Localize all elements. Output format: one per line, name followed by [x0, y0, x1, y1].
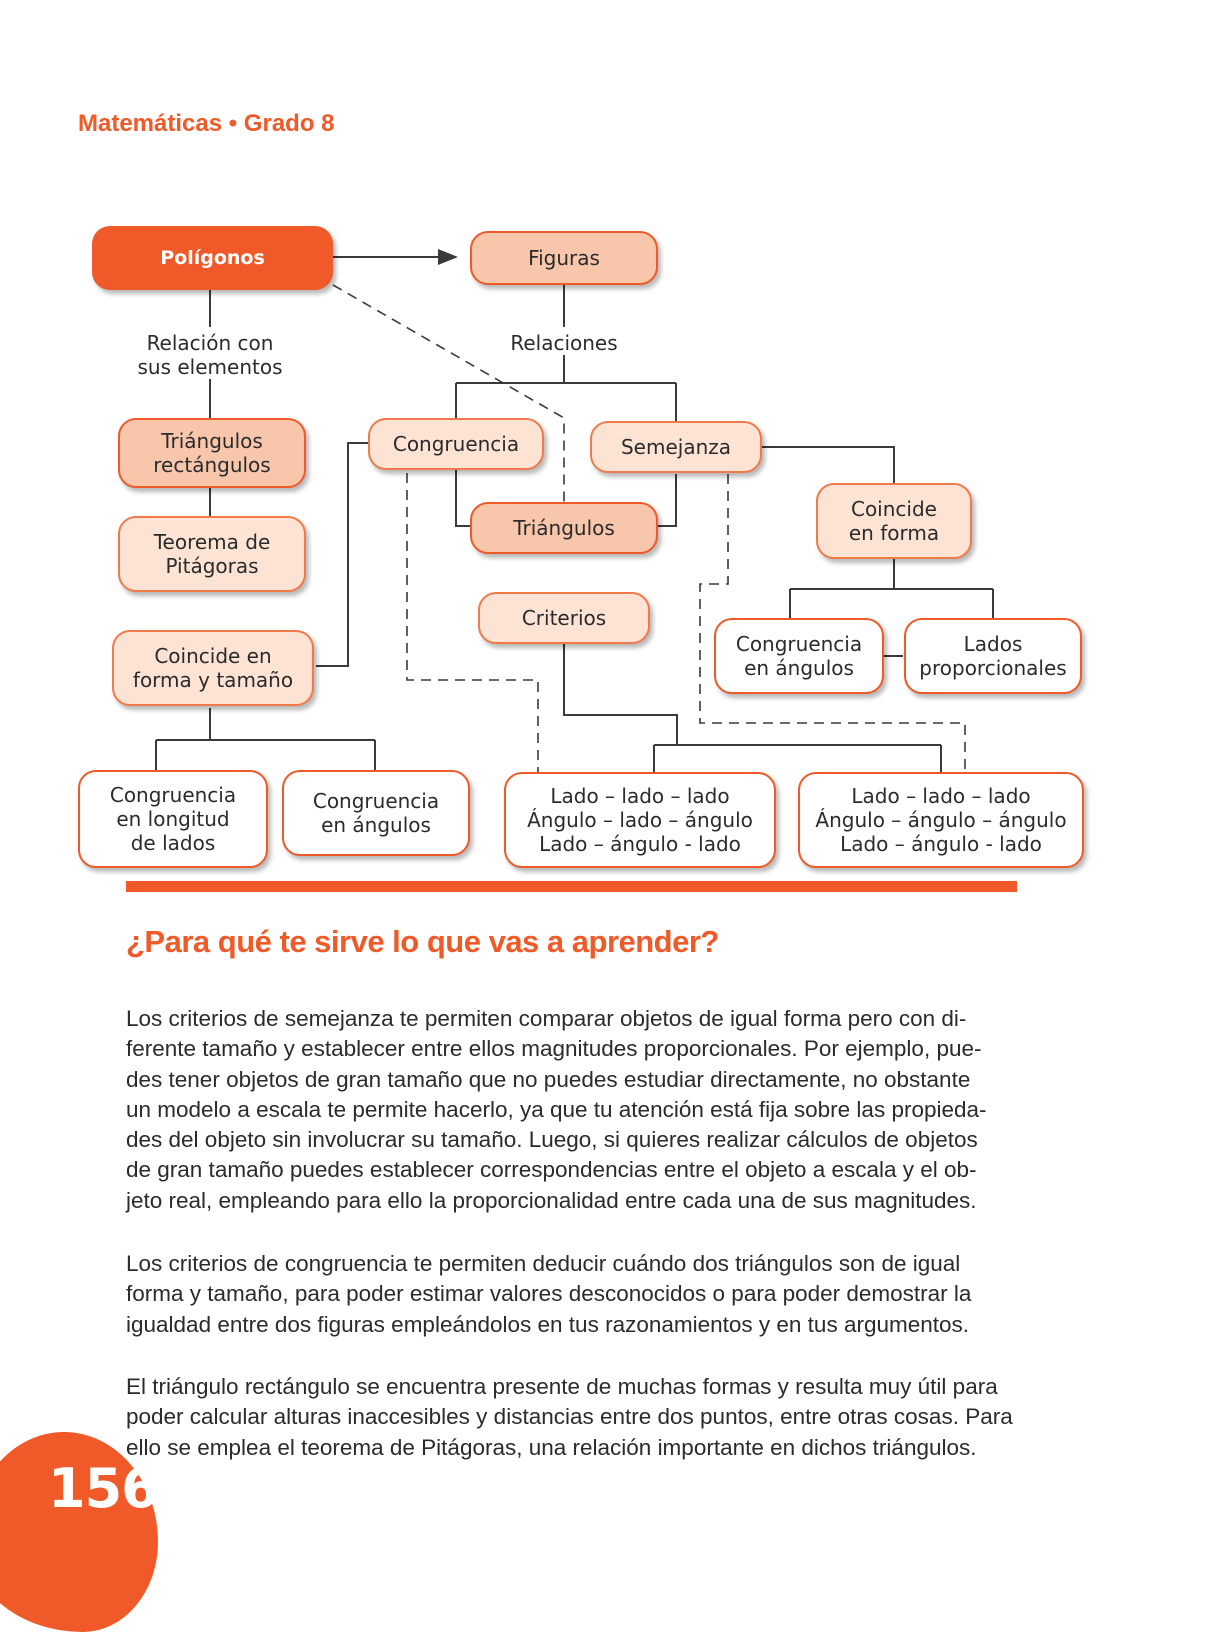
line-congruencia-coincide: [316, 443, 368, 666]
node-criterios-congruencia: Lado – lado – lado Ángulo – lado – ángulo Lado – ángulo - lado: [504, 772, 776, 868]
node-poligonos: Polígonos: [92, 226, 333, 290]
node-criterios-semejanza: Lado – lado – lado Ángulo – ángulo – ángulo Lado – ángulo - lado: [798, 772, 1084, 868]
line-criterios-down: [564, 644, 677, 745]
node-congruencia: Congruencia: [368, 418, 544, 470]
section-title: ¿Para qué te sirve lo que vas a aprender?: [126, 924, 719, 959]
node-semejanza: Semejanza: [590, 421, 762, 473]
page-header: Matemáticas • Grado 8: [78, 110, 335, 137]
line-congruencia-triangulos: [456, 470, 470, 526]
node-teorema-pitagoras: Teorema de Pitágoras: [118, 516, 306, 592]
line-semejanza-coincide-forma: [762, 447, 894, 483]
node-congruencia-angulos-right: Congruencia en ángulos: [714, 618, 884, 694]
node-criterios: Criterios: [478, 592, 650, 644]
node-congruencia-angulos-left: Congruencia en ángulos: [282, 770, 470, 856]
node-lados-proporcionales: Lados proporcionales: [904, 618, 1082, 694]
section-divider: [126, 881, 1017, 892]
node-figuras: Figuras: [470, 231, 658, 285]
label-relaciones: Relaciones: [500, 331, 628, 355]
page-number: 156: [48, 1457, 158, 1520]
paragraph-congruencia: Los criterios de congruencia te permiten deducir cuándo dos triángulos son de igual forma y tamaño, para poder estimar valores desconocidos o para poder demostrar la igualdad entre dos figuras empleándolos en tus razonamientos y en tus argumentos.: [126, 1251, 972, 1337]
node-coincide-forma: Coincide en forma: [816, 483, 972, 559]
label-relacion-elementos: Relación con sus elementos: [128, 331, 292, 379]
line-semejanza-triangulos: [658, 474, 676, 526]
node-coincide-forma-tamano: Coincide en forma y tamaño: [112, 630, 314, 706]
node-triangulos-rectangulos: Triángulos rectángulos: [118, 418, 306, 488]
node-triangulos: Triángulos: [470, 502, 658, 554]
node-congruencia-longitud-lados: Congruencia en longitud de lados: [78, 770, 268, 868]
paragraph-triangulo-rectangulo: El triángulo rectángulo se encuentra presente de muchas formas y resulta muy útil para poder calcular alturas inaccesibles y distancias entre dos puntos, entre otras cosas. Para ello se emplea el teorema de Pitágoras, una relación importante en dichos triángulos.: [126, 1374, 1013, 1460]
paragraph-semejanza: Los criterios de semejanza te permiten comparar objetos de igual forma pero con di- ferente tamaño y establecer entre ellos magnitudes proporcionales. Por ejemplo, pue- des tener objetos de gran tamaño que no puedes estudiar directamente, no obstante un modelo a escala te permite hacerlo, ya que tu atención está fija sobre las propieda- des del objeto sin involucrar su tamaño. Luego, si quieres realizar cálculos de objetos de gran tamaño puedes establecer correspondencias entre el objeto a escala y el ob- jeto real, empleando para ello la proporcionalidad entre cada una de sus magnitudes.: [126, 1006, 987, 1213]
